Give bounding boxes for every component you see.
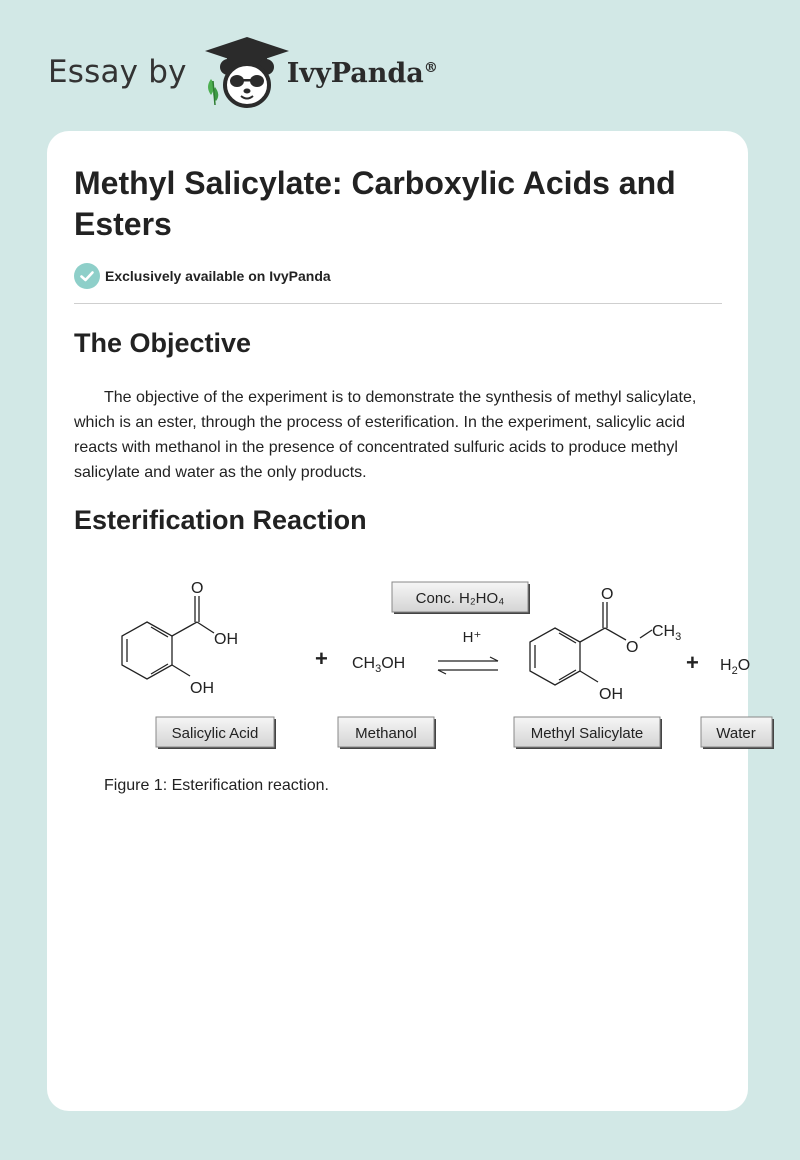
panda-logo-icon <box>201 35 293 109</box>
methanol-formula: $CH_3OH$ <box>352 655 406 675</box>
exclusive-text: Exclusively available on IvyPanda <box>105 268 331 284</box>
reaction-diagram <box>94 576 756 756</box>
equilibrium-arrows <box>438 657 498 674</box>
methyl-salicylate-o-ester: O <box>626 639 639 656</box>
section-heading-objective: The Objective <box>74 328 252 358</box>
plus-sign-1: + <box>315 646 328 671</box>
salicylic-acid-structure <box>122 596 214 679</box>
methyl-salicylate-o-top: O <box>601 586 614 603</box>
site-brand[interactable] <box>48 36 438 108</box>
salicylic-acid-label: Salicylic Acid <box>171 725 259 742</box>
salicylic-oh-bottom: OH <box>190 680 214 697</box>
article-card <box>47 131 756 1111</box>
water-label: Water <box>716 725 756 742</box>
water-formula: $H_2O$ <box>720 657 751 677</box>
salicylic-oh-top: OH <box>214 631 238 648</box>
title-divider <box>74 303 722 304</box>
reaction-figure <box>94 576 756 756</box>
check-circle-icon <box>74 263 100 289</box>
figure-caption: Figure 1: Esterification reaction. <box>104 777 329 794</box>
methyl-salicylate-oh: OH <box>599 686 623 703</box>
methanol-label: Methanol <box>355 725 417 742</box>
article-title: Methyl Salicylate: Carboxylic Acids and Esters <box>74 165 676 242</box>
section-heading-reaction: Esterification Reaction <box>74 505 367 535</box>
salicylic-o-label: O <box>191 580 204 597</box>
essay-by-text: Essay by <box>48 54 187 90</box>
brand-name: IvyPanda® <box>286 57 438 89</box>
methyl-group-label: $CH_3$ <box>652 623 682 643</box>
methyl-salicylate-label: Methyl Salicylate <box>530 725 644 742</box>
objective-paragraph: The objective of the experiment is to demonstrate the synthesis of methyl salicylate, which is an ester, through the process of esterification. In the experiment, salicylic acid reacts with methanol in the presence of concentrated sulfuric acids to produce methyl salicylate and water as the only products. <box>74 389 697 481</box>
catalyst-h-plus: H⁺ <box>462 629 482 646</box>
catalyst-label: Conc. H₂HO₄ <box>415 590 505 607</box>
plus-sign-2: + <box>686 650 699 675</box>
exclusive-badge <box>74 263 331 289</box>
